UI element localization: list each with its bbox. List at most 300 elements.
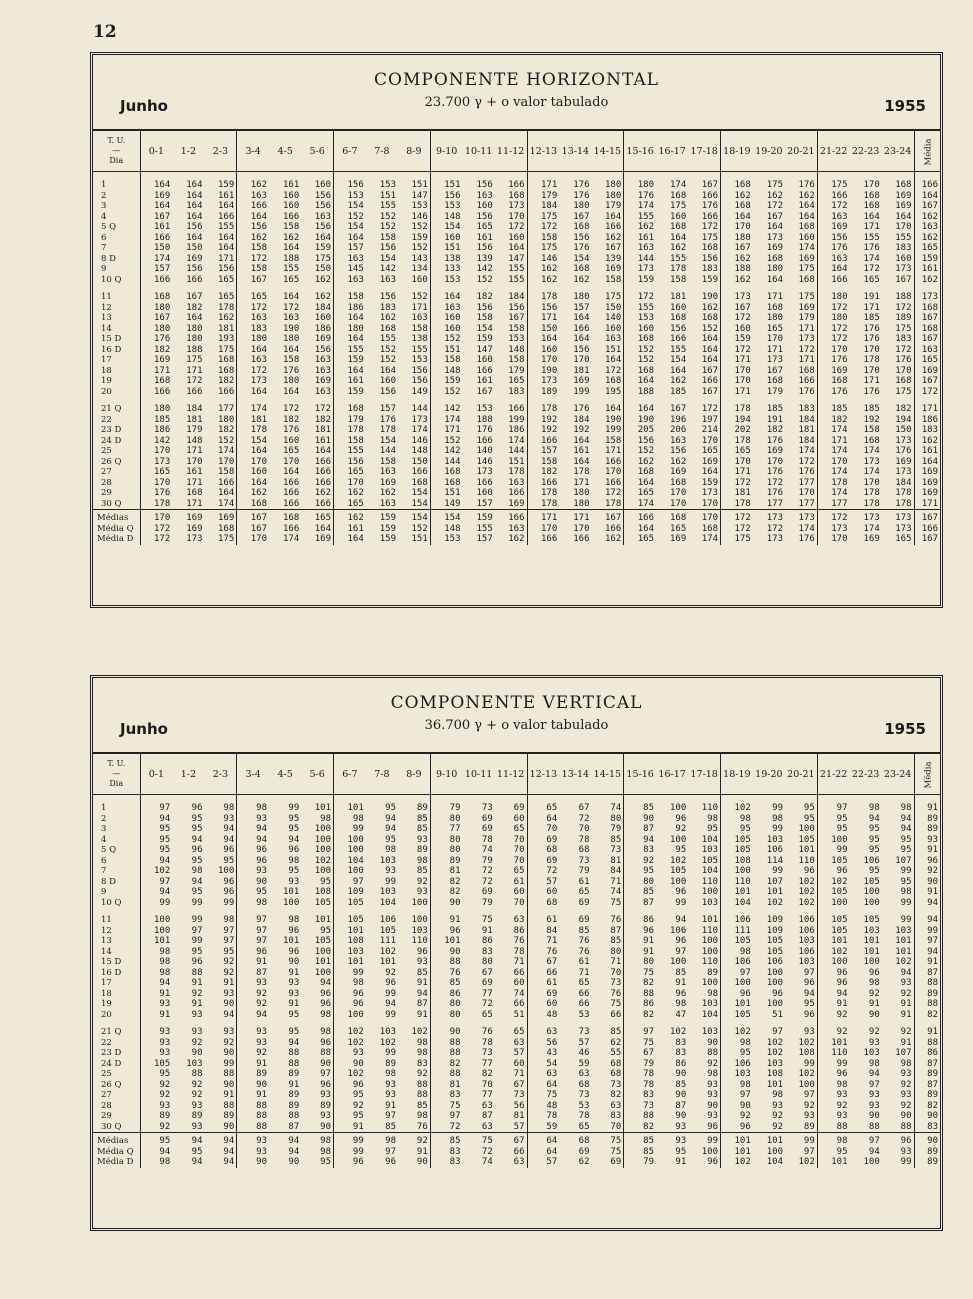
value-cell: 146 xyxy=(476,456,493,467)
value-cell: 188 xyxy=(624,387,656,398)
value-cell: 60 xyxy=(513,978,525,988)
value-cell: 94 xyxy=(223,824,235,834)
value-cell: 98 xyxy=(900,887,912,897)
value-cell: 158 xyxy=(237,264,269,275)
table-row xyxy=(93,292,940,303)
value-cell: 82 xyxy=(430,877,462,888)
day-cell: 24 D xyxy=(101,435,122,446)
value-cell: 87 xyxy=(624,824,656,835)
value-cell: 172 xyxy=(863,264,880,274)
value-cell: 190 xyxy=(701,292,718,302)
value-cell: 154 xyxy=(430,222,462,233)
day-cell: 24 D xyxy=(101,1058,122,1069)
value-cell: 98 xyxy=(288,915,300,925)
daily-mean-cell: 89 xyxy=(914,814,940,825)
value-cell: 95 xyxy=(803,813,815,824)
value-cell: 181 xyxy=(669,292,687,302)
spacer-cell xyxy=(592,397,624,404)
value-cell: 162 xyxy=(701,302,718,313)
value-cell: 73 xyxy=(481,803,493,813)
value-cell: 175 xyxy=(798,292,815,302)
value-cell: 168 xyxy=(766,302,783,313)
value-cell: 96 xyxy=(191,957,203,967)
value-cell: 88 xyxy=(191,1069,203,1079)
dia-label: Dia xyxy=(109,156,124,165)
summary-value-cell: 174 xyxy=(701,534,718,544)
value-cell: 100 xyxy=(669,803,687,813)
summary-value-cell: 90 xyxy=(416,1157,428,1167)
day-cell: 22 xyxy=(101,414,112,425)
spacer-cell xyxy=(269,908,301,915)
value-cell: 76 xyxy=(578,946,590,957)
dia-label: Dia xyxy=(109,779,124,788)
value-cell: 92 xyxy=(191,1079,203,1090)
value-cell: 157 xyxy=(140,264,172,275)
day-cell: 5 Q xyxy=(101,222,117,232)
value-cell: 175 xyxy=(527,243,559,254)
summary-label: Média D xyxy=(97,534,134,544)
value-cell: 166 xyxy=(186,386,203,397)
group-spacer xyxy=(93,908,940,915)
page-number: 12 xyxy=(93,22,117,42)
summary-value-cell: 101 xyxy=(817,1157,849,1168)
value-cell: 94 xyxy=(237,824,269,835)
value-cell: 163 xyxy=(314,211,331,222)
value-cell: 175 xyxy=(604,292,622,302)
summary-value-cell: 97 xyxy=(385,1146,396,1157)
value-cell: 68 xyxy=(527,898,559,909)
value-cell: 97 xyxy=(237,926,269,937)
value-cell: 168 xyxy=(701,313,718,323)
value-cell: 156 xyxy=(411,376,428,386)
value-cell: 94 xyxy=(900,813,912,824)
value-cell: 169 xyxy=(140,355,172,366)
value-cell: 103 xyxy=(411,925,428,936)
value-cell: 158 xyxy=(379,232,396,243)
summary-value-cell: 90 xyxy=(288,1157,300,1167)
value-cell: 93 xyxy=(140,1038,172,1049)
value-cell: 95 xyxy=(803,803,815,813)
value-cell: 160 xyxy=(476,488,493,498)
value-cell: 180 xyxy=(282,376,300,386)
value-cell: 101 xyxy=(895,936,912,946)
value-cell: 178 xyxy=(527,404,559,415)
value-cell: 180 xyxy=(766,313,783,323)
value-cell: 96 xyxy=(624,926,656,937)
value-cell: 96 xyxy=(721,1122,753,1133)
value-cell: 178 xyxy=(895,498,912,509)
value-cell: 147 xyxy=(411,190,428,201)
value-cell: 160 xyxy=(411,274,428,285)
summary-value-cell: 162 xyxy=(508,534,525,544)
value-cell: 100 xyxy=(314,866,331,876)
hour-column-header: 15-16 xyxy=(624,131,656,172)
value-cell: 139 xyxy=(604,253,622,264)
day-cell: 18 xyxy=(101,365,112,376)
daily-mean-cell: 165 xyxy=(914,355,940,366)
value-cell: 158 xyxy=(604,435,622,446)
value-cell: 106 xyxy=(721,957,753,968)
value-cell: 182 xyxy=(282,414,300,425)
value-cell: 65 xyxy=(578,1121,590,1132)
value-cell: 167 xyxy=(186,292,203,302)
value-cell: 170 xyxy=(766,456,783,467)
daily-mean-cell: 167 xyxy=(914,201,940,212)
daily-mean-cell: 159 xyxy=(914,254,940,265)
summary-value-cell: 163 xyxy=(508,523,525,534)
value-cell: 66 xyxy=(513,967,525,978)
value-cell: 92 xyxy=(140,1090,172,1101)
value-cell: 138 xyxy=(430,254,462,265)
value-cell: 100 xyxy=(817,898,849,909)
daily-mean-cell: 161 xyxy=(914,446,940,457)
spacer-cell xyxy=(269,285,301,292)
value-cell: 175 xyxy=(766,180,783,190)
value-cell: 101 xyxy=(334,795,366,814)
value-cell: 199 xyxy=(573,386,590,397)
value-cell: 87 xyxy=(481,1111,493,1121)
value-cell: 185 xyxy=(669,386,687,397)
value-cell: 172 xyxy=(721,478,753,489)
value-cell: 96 xyxy=(320,1079,331,1090)
daily-mean-cell: 186 xyxy=(914,415,940,426)
summary-value-cell: 104 xyxy=(766,1157,783,1167)
value-cell: 97 xyxy=(803,1090,815,1100)
spacer-cell xyxy=(624,285,656,292)
value-cell: 98 xyxy=(223,803,235,813)
value-cell: 183 xyxy=(379,302,396,313)
summary-value-cell: 94 xyxy=(269,1133,301,1147)
value-cell: 98 xyxy=(320,1009,331,1020)
value-cell: 188 xyxy=(721,264,753,275)
value-cell: 166 xyxy=(669,334,687,344)
summary-value-cell: 166 xyxy=(624,510,656,524)
summary-value-cell: 159 xyxy=(379,523,396,534)
value-cell: 172 xyxy=(701,404,718,414)
value-cell: 95 xyxy=(334,1111,366,1122)
value-cell: 160 xyxy=(624,324,656,335)
value-cell: 103 xyxy=(766,834,783,845)
value-cell: 101 xyxy=(314,915,331,925)
daily-mean-cell: 167 xyxy=(914,376,940,387)
value-cell: 164 xyxy=(282,467,300,477)
value-cell: 179 xyxy=(527,191,559,202)
value-cell: 90 xyxy=(334,1059,366,1070)
value-cell: 162 xyxy=(721,275,753,286)
day-cell: 11 xyxy=(101,915,112,925)
value-cell: 94 xyxy=(675,915,687,925)
daily-mean-cell: 164 xyxy=(914,457,940,468)
spacer-cell xyxy=(656,908,688,915)
value-cell: 172 xyxy=(604,365,622,376)
spacer-cell xyxy=(817,285,849,292)
value-cell: 101 xyxy=(863,936,880,946)
summary-value-cell: 174 xyxy=(798,523,815,534)
value-cell: 158 xyxy=(282,355,300,365)
value-cell: 98 xyxy=(900,1058,912,1069)
value-cell: 166 xyxy=(817,191,849,202)
value-cell: 172 xyxy=(527,222,559,233)
value-cell: 170 xyxy=(721,457,753,468)
value-cell: 152 xyxy=(379,344,396,355)
value-cell: 71 xyxy=(610,957,622,967)
value-cell: 57 xyxy=(527,877,559,888)
summary-value-cell: 96 xyxy=(882,1133,914,1147)
value-cell: 166 xyxy=(140,233,172,244)
value-cell: 73 xyxy=(624,1101,656,1112)
value-cell: 167 xyxy=(701,365,718,376)
value-cell: 108 xyxy=(798,1048,815,1058)
value-cell: 89 xyxy=(707,967,718,978)
daily-mean-cell: 97 xyxy=(914,936,940,947)
value-cell: 98 xyxy=(320,1027,331,1037)
value-cell: 80 xyxy=(610,813,622,824)
value-cell: 78 xyxy=(578,1111,590,1121)
daily-mean-cell: 173 xyxy=(914,292,940,303)
value-cell: 105 xyxy=(314,897,331,908)
value-cell: 102 xyxy=(379,946,396,957)
value-cell: 156 xyxy=(217,264,235,274)
table-row xyxy=(93,415,940,426)
value-cell: 60 xyxy=(513,1058,525,1069)
data-table xyxy=(93,754,940,1168)
tu-label: T. U. xyxy=(107,759,126,768)
summary-value-cell: 91 xyxy=(675,1157,687,1167)
value-cell: 169 xyxy=(140,191,172,202)
value-cell: 110 xyxy=(701,957,718,967)
value-cell: 156 xyxy=(379,292,396,302)
table-row xyxy=(93,446,940,457)
value-cell: 73 xyxy=(513,1090,525,1100)
daily-mean-cell: 89 xyxy=(914,1090,940,1101)
spacer-cell xyxy=(205,1020,237,1027)
value-cell: 93 xyxy=(868,1037,880,1048)
value-cell: 159 xyxy=(314,243,331,253)
value-cell: 85 xyxy=(385,1121,396,1132)
value-cell: 91 xyxy=(385,1100,396,1111)
value-cell: 99 xyxy=(191,936,203,946)
value-cell: 92 xyxy=(803,1100,815,1111)
value-cell: 178 xyxy=(508,467,525,477)
value-cell: 158 xyxy=(604,274,622,285)
summary-value-cell: 166 xyxy=(604,523,622,534)
value-cell: 164 xyxy=(314,446,331,456)
value-cell: 92 xyxy=(191,1090,203,1100)
value-cell: 170 xyxy=(863,344,880,355)
spacer-cell xyxy=(334,908,366,915)
hour-column-header: 4-5 xyxy=(269,131,301,172)
summary-value-cell: 92 xyxy=(398,1133,430,1147)
value-cell: 93 xyxy=(237,1027,269,1038)
summary-value-cell: 94 xyxy=(205,1133,237,1147)
value-cell: 178 xyxy=(863,498,880,509)
value-cell: 89 xyxy=(288,1069,300,1079)
value-cell: 65 xyxy=(481,1009,493,1020)
value-cell: 166 xyxy=(140,387,172,398)
value-cell: 98 xyxy=(288,855,300,866)
value-cell: 80 xyxy=(430,999,462,1010)
table-title: COMPONENTE VERTICAL xyxy=(390,693,643,713)
value-cell: 102 xyxy=(334,1027,366,1038)
spacer-cell xyxy=(237,1020,269,1027)
summary-value-cell: 165 xyxy=(624,534,656,545)
value-cell: 102 xyxy=(379,1037,396,1048)
value-cell: 164 xyxy=(624,404,656,415)
value-cell: 164 xyxy=(282,243,300,253)
hour-column-header: 10-11 xyxy=(463,131,495,172)
value-cell: 176 xyxy=(140,488,172,499)
value-cell: 91 xyxy=(900,999,912,1009)
table-row xyxy=(93,1122,940,1133)
table-row xyxy=(93,275,940,286)
value-cell: 100 xyxy=(140,915,172,926)
summary-value-cell: 102 xyxy=(721,1157,753,1168)
table-row xyxy=(93,1080,940,1091)
value-cell: 106 xyxy=(766,845,783,855)
value-cell: 91 xyxy=(288,999,300,1009)
summary-value-cell: 173 xyxy=(850,510,882,524)
value-cell: 164 xyxy=(379,365,396,376)
value-cell: 168 xyxy=(669,190,687,201)
day-cell: 14 xyxy=(101,323,112,334)
value-cell: 85 xyxy=(610,936,622,946)
spacer-cell xyxy=(463,908,495,915)
value-cell: 96 xyxy=(320,999,331,1009)
value-cell: 174 xyxy=(798,446,815,456)
value-cell: 170 xyxy=(186,456,203,467)
summary-value-cell: 64 xyxy=(527,1147,559,1158)
spacer-cell xyxy=(882,285,914,292)
spacer-cell xyxy=(495,285,527,292)
value-cell: 86 xyxy=(624,999,656,1010)
value-cell: 152 xyxy=(379,355,396,365)
hour-column-header: 9-10 xyxy=(430,131,462,172)
value-cell: 165 xyxy=(721,446,753,457)
value-cell: 97 xyxy=(140,877,172,888)
value-cell: 97 xyxy=(223,936,235,946)
day-cell: 23 D xyxy=(101,425,122,435)
value-cell: 169 xyxy=(798,253,815,264)
value-cell: 153 xyxy=(379,180,396,190)
value-cell: 105 xyxy=(817,926,849,937)
value-cell: 180 xyxy=(140,404,172,415)
value-cell: 96 xyxy=(191,803,203,813)
value-cell: 151 xyxy=(430,345,462,356)
value-cell: 168 xyxy=(140,376,172,387)
value-cell: 152 xyxy=(430,334,462,345)
summary-value-cell: 79 xyxy=(624,1157,656,1168)
value-cell: 65 xyxy=(513,866,525,876)
value-cell: 160 xyxy=(430,313,462,324)
value-cell: 166 xyxy=(186,274,203,285)
value-cell: 172 xyxy=(895,344,912,355)
value-cell: 156 xyxy=(476,243,493,253)
summary-value-cell: 162 xyxy=(334,510,366,524)
value-cell: 175 xyxy=(895,323,912,334)
hour-column-header: 3-4 xyxy=(237,131,269,172)
value-cell: 168 xyxy=(766,376,783,386)
value-cell: 165 xyxy=(624,488,656,499)
value-cell: 97 xyxy=(721,1090,753,1101)
summary-value-cell: 64 xyxy=(527,1133,559,1147)
summary-value-cell: 169 xyxy=(172,510,204,524)
value-cell: 100 xyxy=(701,887,718,897)
value-cell: 160 xyxy=(895,253,912,264)
value-cell: 167 xyxy=(237,275,269,286)
value-cell: 167 xyxy=(721,303,753,314)
summary-row xyxy=(93,1157,940,1168)
spacer-cell xyxy=(205,285,237,292)
value-cell: 92 xyxy=(624,856,656,867)
hour-column-header: 0-1 xyxy=(140,131,172,172)
value-cell: 60 xyxy=(513,813,525,824)
table-row xyxy=(93,324,940,335)
value-cell: 85 xyxy=(578,925,590,936)
summary-value-cell: 99 xyxy=(688,1133,720,1147)
value-cell: 156 xyxy=(334,172,366,191)
value-cell: 93 xyxy=(803,1111,815,1121)
value-cell: 90 xyxy=(223,1048,235,1058)
summary-value-cell: 173 xyxy=(882,510,914,524)
value-cell: 65 xyxy=(578,887,590,897)
value-cell: 93 xyxy=(817,1111,849,1122)
value-cell: 73 xyxy=(610,845,622,855)
value-cell: 186 xyxy=(334,303,366,314)
value-cell: 152 xyxy=(701,323,718,334)
value-cell: 62 xyxy=(610,1037,622,1048)
value-cell: 174 xyxy=(624,499,656,510)
tu-dash: — xyxy=(112,146,121,155)
summary-value-cell: 94 xyxy=(172,1133,204,1147)
value-cell: 162 xyxy=(237,488,269,499)
value-cell: 169 xyxy=(314,376,331,386)
value-cell: 93 xyxy=(140,1027,172,1038)
value-cell: 170 xyxy=(573,355,590,365)
value-cell: 164 xyxy=(186,201,203,211)
value-cell: 168 xyxy=(624,467,656,478)
daily-mean-cell: 94 xyxy=(914,915,940,926)
value-cell: 182 xyxy=(186,302,203,313)
value-cell: 101 xyxy=(721,999,753,1010)
value-cell: 85 xyxy=(675,1079,687,1090)
value-cell: 172 xyxy=(798,456,815,467)
value-cell: 156 xyxy=(237,222,269,233)
value-cell: 93 xyxy=(900,978,912,988)
value-cell: 101 xyxy=(314,957,331,967)
value-cell: 168 xyxy=(573,222,590,232)
value-cell: 76 xyxy=(416,1121,428,1132)
summary-label: Médias xyxy=(93,510,140,524)
summary-value-cell: 100 xyxy=(701,1146,718,1157)
value-cell: 178 xyxy=(721,404,753,415)
value-cell: 165 xyxy=(508,376,525,386)
value-cell: 160 xyxy=(669,302,687,313)
table-row xyxy=(93,814,940,825)
spacer-cell xyxy=(495,397,527,404)
value-cell: 156 xyxy=(669,323,687,334)
value-cell: 171 xyxy=(527,313,559,324)
hour-column-header: 13-14 xyxy=(559,754,591,795)
table-row xyxy=(93,1090,940,1101)
value-cell: 99 xyxy=(772,824,783,834)
value-cell: 92 xyxy=(223,967,235,978)
summary-value-cell: 94 xyxy=(223,1146,235,1157)
value-cell: 93 xyxy=(385,1079,396,1090)
value-cell: 79 xyxy=(481,855,493,866)
value-cell: 152 xyxy=(217,435,235,446)
value-cell: 67 xyxy=(513,1079,525,1090)
value-cell: 166 xyxy=(701,376,718,386)
